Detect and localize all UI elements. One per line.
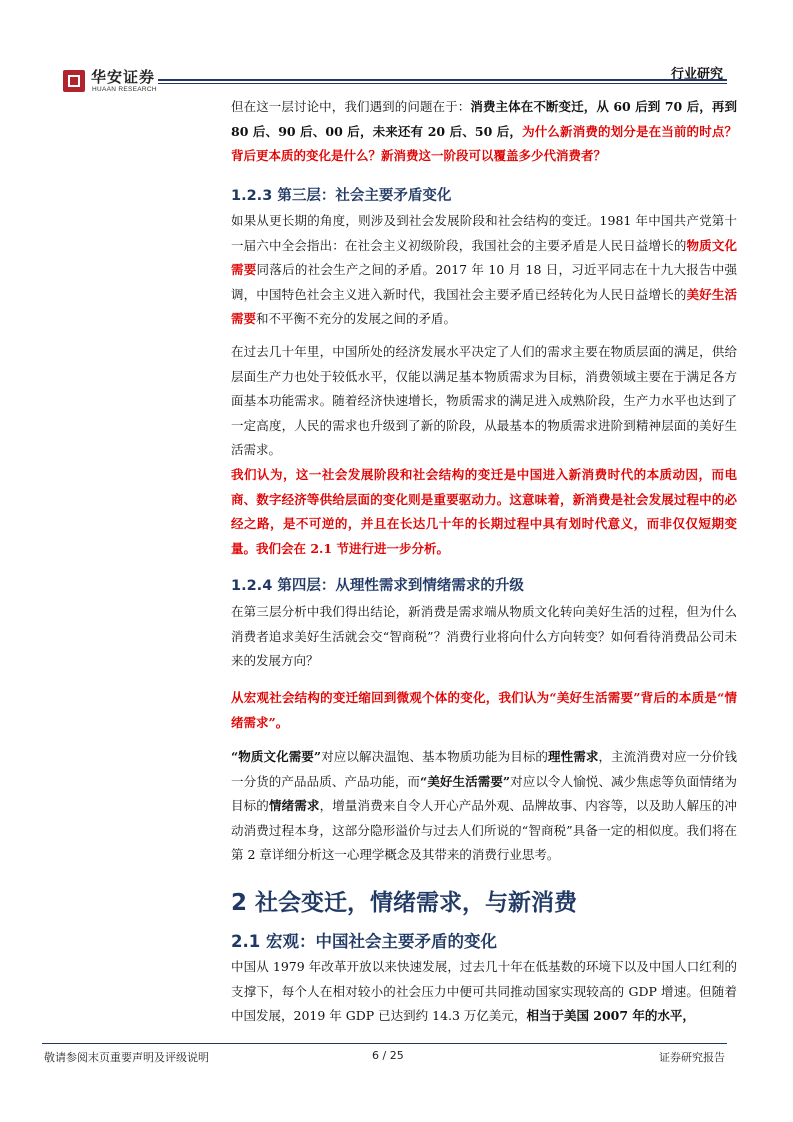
para-text: ，主流消费对应一分价钱一分货的产品品质、产品功能，而	[231, 749, 737, 789]
conclusion-red-text: 我们认为，这一社会发展阶段和社会结构的变迁是中国进入新消费时代的本质动因，而电商、数字经济等供给层面的变化则是重要驱动力。这意味着，新消费是社会发展过程中的必经之路，是不可逆的，并且在长达几十年的长期过程中具有划时代意义，而非仅仅短期变量。我们会在 2.1 节进行进一步分析。	[231, 467, 737, 556]
intro-red-text: 为什么新消费的划分是在当前的时点？背后更本质的变化是什么？新消费这一阶段可以覆盖多少代消费者？	[231, 123, 737, 163]
header-divider-thin	[158, 83, 727, 84]
highlight-material-needs: 物质文化需要	[231, 237, 737, 277]
company-logo-icon	[63, 70, 85, 92]
section-1-2-4-paragraph-2	[231, 686, 737, 735]
intro-paragraph	[231, 95, 737, 169]
heading-text: 2 社会变迁，情绪需求，与新消费	[231, 890, 578, 916]
chapter-2-heading	[231, 884, 737, 917]
section-1-2-4-paragraph-1	[231, 600, 737, 674]
section-1-2-3-paragraph-2	[231, 340, 737, 463]
section-1-2-4-paragraph-3	[231, 745, 737, 868]
footer-report-type: 证券研究报告	[659, 1051, 725, 1064]
section-1-2-3-heading	[231, 184, 737, 205]
para-text: ，增量消费来自令人开心产品外观、品牌故事、内容等，以及助人解压的冲动消费过程本身，这部分隐形溢价与过去人们所说的“智商税”具备一定的相似度。我们将在第 2 章详细分析这一心理学概念及其带来的消费行业思考。	[231, 798, 737, 862]
para-text: 同落后的社会生产之间的矛盾。2017 年 10 月 18 日，习近平同志在十九大报告中强调，中国特色社会主义进入新时代，我国社会主要矛盾已经转化为人民日益增长的	[231, 262, 737, 302]
para-text: 在过去几十年里，中国所处的经济发展水平决定了人们的需求主要在物质层面的满足，供给层面生产力也处于较低水平，仅能以满足基本物质需求为目标，消费领域主要在于满足各方面基本功能需求。随着经济快速增长，物质需求的满足进入成熟阶段，生产力水平也达到了一定高度，人民的需求也升级到了新的阶段，从最基本的物质需求进阶到精神层面的美好生活需求。	[231, 344, 737, 457]
footer-divider	[42, 1043, 727, 1044]
bold-term: “物质文化需要”	[231, 749, 322, 764]
section-1-2-4-heading	[231, 574, 737, 595]
bold-text: 相当于美国 2007 年的水平，	[526, 1008, 695, 1023]
conclusion-red-text: 从宏观社会结构的变迁缩回到微观个体的变化，我们认为“美好生活需要”背后的本质是“情绪需求”。	[231, 690, 737, 730]
para-text: 如果从更长期的角度，则涉及到社会发展阶段和社会结构的变迁。1981 年中国共产党第十一届六中全会指出：在社会主义初级阶段，我国社会的主要矛盾是人民日益增长的	[231, 213, 737, 253]
section-2-1-heading	[231, 928, 737, 952]
heading-text: 1.2.3 第三层：社会主要矛盾变化	[231, 188, 452, 204]
para-text: 对应以解决温饱、基本物质功能为目标的	[321, 749, 549, 764]
section-tag: 行业研究	[670, 67, 723, 82]
para-text: 在第三层分析中我们得出结论，新消费是需求端从物质文化转向美好生活的过程，但为什么消费者追求美好生活就会交“智商税”？消费行业将向什么方向转变？如何看待消费品公司未来的发展方向？	[231, 604, 737, 668]
section-2-1-paragraph	[231, 955, 737, 1029]
highlight-better-life-needs: 美好生活需要	[231, 286, 737, 326]
para-text: 和不平衡不充分的发展之间的矛盾。	[256, 311, 457, 326]
intro-bold-text: 消费主体在不断变迁，从 60 后到 70 后，再到 80 后、90 后、00 后，未来还有 20 后、50 后，	[231, 99, 737, 139]
footer-disclaimer: 敬请参阅末页重要声明及评级说明	[44, 1051, 209, 1064]
section-1-2-3-paragraph-3	[231, 463, 737, 561]
logo-subtext: HUAAN RESEARCH	[92, 86, 157, 93]
bold-term: “美好生活需要”	[420, 773, 511, 789]
para-text: 中国从 1979 年改革开放以来快速发展，过去几十年在低基数的环境下以及中国人口红利的支撑下，每个人在相对较小的社会压力中便可共同推动国家实现较高的 GDP 增速。但随着中国发展，2019 年 GDP 已达到约 14.3 万亿美元，	[231, 959, 737, 1023]
logo-text: 华安证券	[91, 68, 156, 86]
page-number: 6 / 25	[372, 1049, 404, 1062]
para-text: 对应以令人愉悦、减少焦虑等负面情绪为目标的	[231, 773, 737, 813]
intro-text: 但在这一层讨论中，我们遇到的问题在于：	[231, 99, 471, 114]
bold-term: 情绪需求	[268, 798, 320, 813]
header-divider	[158, 79, 727, 81]
heading-text: 2.1 宏观：中国社会主要矛盾的变化	[231, 932, 497, 951]
heading-text: 1.2.4 第四层：从理性需求到情绪需求的升级	[231, 578, 524, 594]
section-1-2-3-paragraph-1	[231, 209, 737, 332]
bold-term: 理性需求	[548, 749, 599, 764]
